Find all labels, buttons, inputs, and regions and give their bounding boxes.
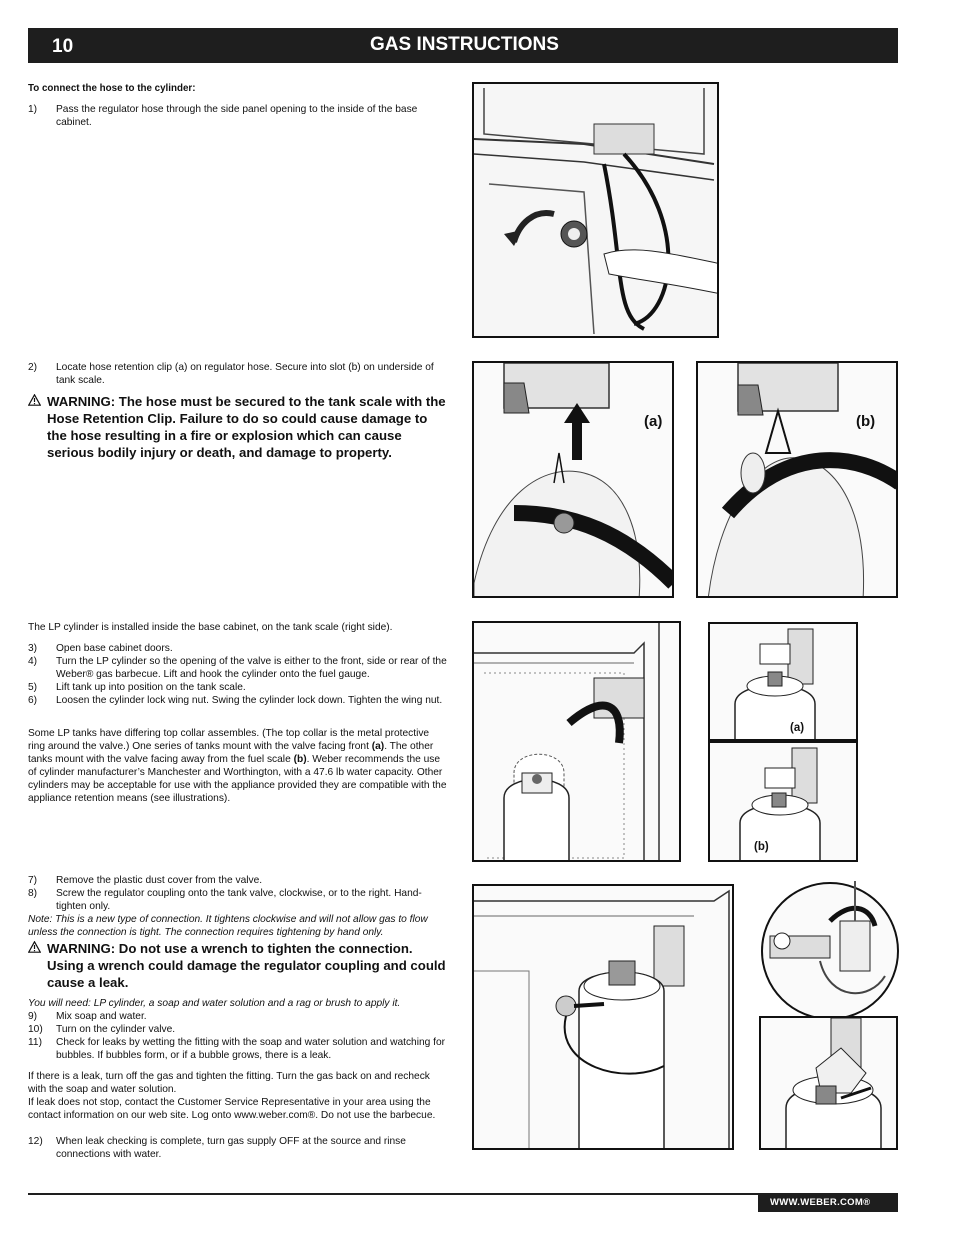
- figure-collar-b: [708, 741, 858, 862]
- step-text: Remove the plastic dust cover from the valve.: [56, 875, 263, 886]
- figure-detail-leak-check: [759, 1016, 898, 1150]
- footer-url: WWW.WEBER.COM®: [770, 1197, 871, 1208]
- collar-text-2: . The other tanks mount with the valve facing away from the fuel scale: [28, 741, 434, 765]
- step-text: When leak checking is complete, turn gas supply OFF at the source and rinse connections with water.: [56, 1136, 406, 1160]
- collar-label-a: (a): [371, 741, 385, 752]
- step-text: Check for leaks by wetting the fitting with the soap and water solution and watching for bubbles. If bubbles form, or if a bubble grows, there is a leak.: [56, 1037, 446, 1061]
- warning-text: WARNING: Do not use a wrench to tighten the connection. Using a wrench could damage the regulator coupling and could cause a leak.: [47, 941, 446, 990]
- page-title: GAS INSTRUCTIONS: [370, 34, 559, 55]
- step-text: Lift tank up into position on the tank scale.: [56, 682, 246, 693]
- step-number: 7): [28, 875, 38, 886]
- step-number: 10): [28, 1024, 43, 1035]
- step-number: 9): [28, 1011, 38, 1022]
- step-text: Locate hose retention clip (a) on regulator hose. Secure into slot (b) on underside of tank scale.: [56, 362, 434, 386]
- step-text: Mix soap and water.: [56, 1011, 147, 1022]
- step-text: Open base cabinet doors.: [56, 643, 173, 654]
- step-text: Turn on the cylinder valve.: [56, 1024, 176, 1035]
- page-number: 10: [52, 36, 74, 57]
- collar-label-b: (b): [293, 754, 307, 765]
- figure-label-a: (a): [790, 722, 805, 734]
- support-paragraph: If leak does not stop, contact the Customer Service Representative in your area using the contact information on our web site. Log onto www.weber.com®. Do not use the barbecue.: [28, 1097, 436, 1121]
- step-text: Turn the LP cylinder so the opening of the valve is either to the front, side or rear of the Weber® gas barbecue. Lift and hook the cylinder onto the fuel gauge.: [56, 656, 447, 680]
- step-number: 8): [28, 888, 38, 899]
- figure-clip-a: [472, 361, 674, 598]
- figure-label-a: (a): [644, 413, 663, 430]
- step-text: Pass the regulator hose through the side panel opening to the inside of the base cabinet.: [56, 104, 418, 128]
- figure-detail-hand-tighten: [760, 881, 900, 1021]
- figure-cylinder-in-cabinet: [472, 621, 681, 862]
- figure-label-b: (b): [856, 413, 876, 430]
- step-number: 3): [28, 643, 38, 654]
- warning-text: WARNING: The hose must be secured to the tank scale with the Hose Retention Clip. Failure to do so could cause damage to the hose resulting in a fire or explosion which can cause serious bodily injury or death, and damage to property.: [47, 394, 446, 460]
- collar-paragraph: [28, 727, 448, 805]
- step-number: 2): [28, 362, 38, 373]
- figure-collar-a: [708, 622, 858, 741]
- collar-text-3: . Weber recommends the use of cylinder manufacturer’s Manchester and Worthington, with a 47.6 lb water capacity. Other cylinders may be acceptable for use with the appliance provided they are compatible with the appliance retention means (see illustrations).: [28, 754, 447, 804]
- section3-intro: The LP cylinder is installed inside the base cabinet, on the tank scale (right side).: [28, 622, 393, 633]
- step-number: 12): [28, 1136, 43, 1147]
- warning-icon: [28, 394, 41, 406]
- step-number: 6): [28, 695, 38, 706]
- step-number: 11): [28, 1037, 42, 1048]
- leak-paragraph: If there is a leak, turn off the gas and tighten the fitting. Turn the gas back on and recheck with the soap and water solution.: [28, 1071, 430, 1095]
- warning-hose-clip: [28, 393, 448, 461]
- figure-clip-b: [696, 361, 898, 598]
- collar-text-1: Some LP tanks have differing top collar assembles. (The top collar is the metal protective ring around the valve.) One series of tanks mount with the valve facing front: [28, 728, 430, 752]
- connection-note: Note: This is a new type of connection. It tightens clockwise and will not allow gas to flow unless the connection is tight. The connection requires tightening by hand only.: [28, 914, 428, 938]
- step-text: Screw the regulator coupling onto the tank valve, clockwise, or to the right. Hand-tighten only.: [56, 888, 422, 912]
- step-number: 4): [28, 656, 38, 667]
- step-text: Loosen the cylinder lock wing nut. Swing the cylinder lock down. Tighten the wing nut.: [56, 695, 443, 706]
- warning-icon: [28, 941, 41, 953]
- figure-regulator-connection: [472, 884, 734, 1150]
- you-will-need: You will need: LP cylinder, a soap and water solution and a rag or brush to apply it.: [28, 998, 401, 1009]
- figure-hose-through-panel: [472, 82, 719, 338]
- warning-wrench: [28, 940, 448, 991]
- step-number: 1): [28, 104, 38, 115]
- step-number: 5): [28, 682, 38, 693]
- figure-label-b: (b): [754, 841, 769, 853]
- section-heading: To connect the hose to the cylinder:: [28, 83, 196, 94]
